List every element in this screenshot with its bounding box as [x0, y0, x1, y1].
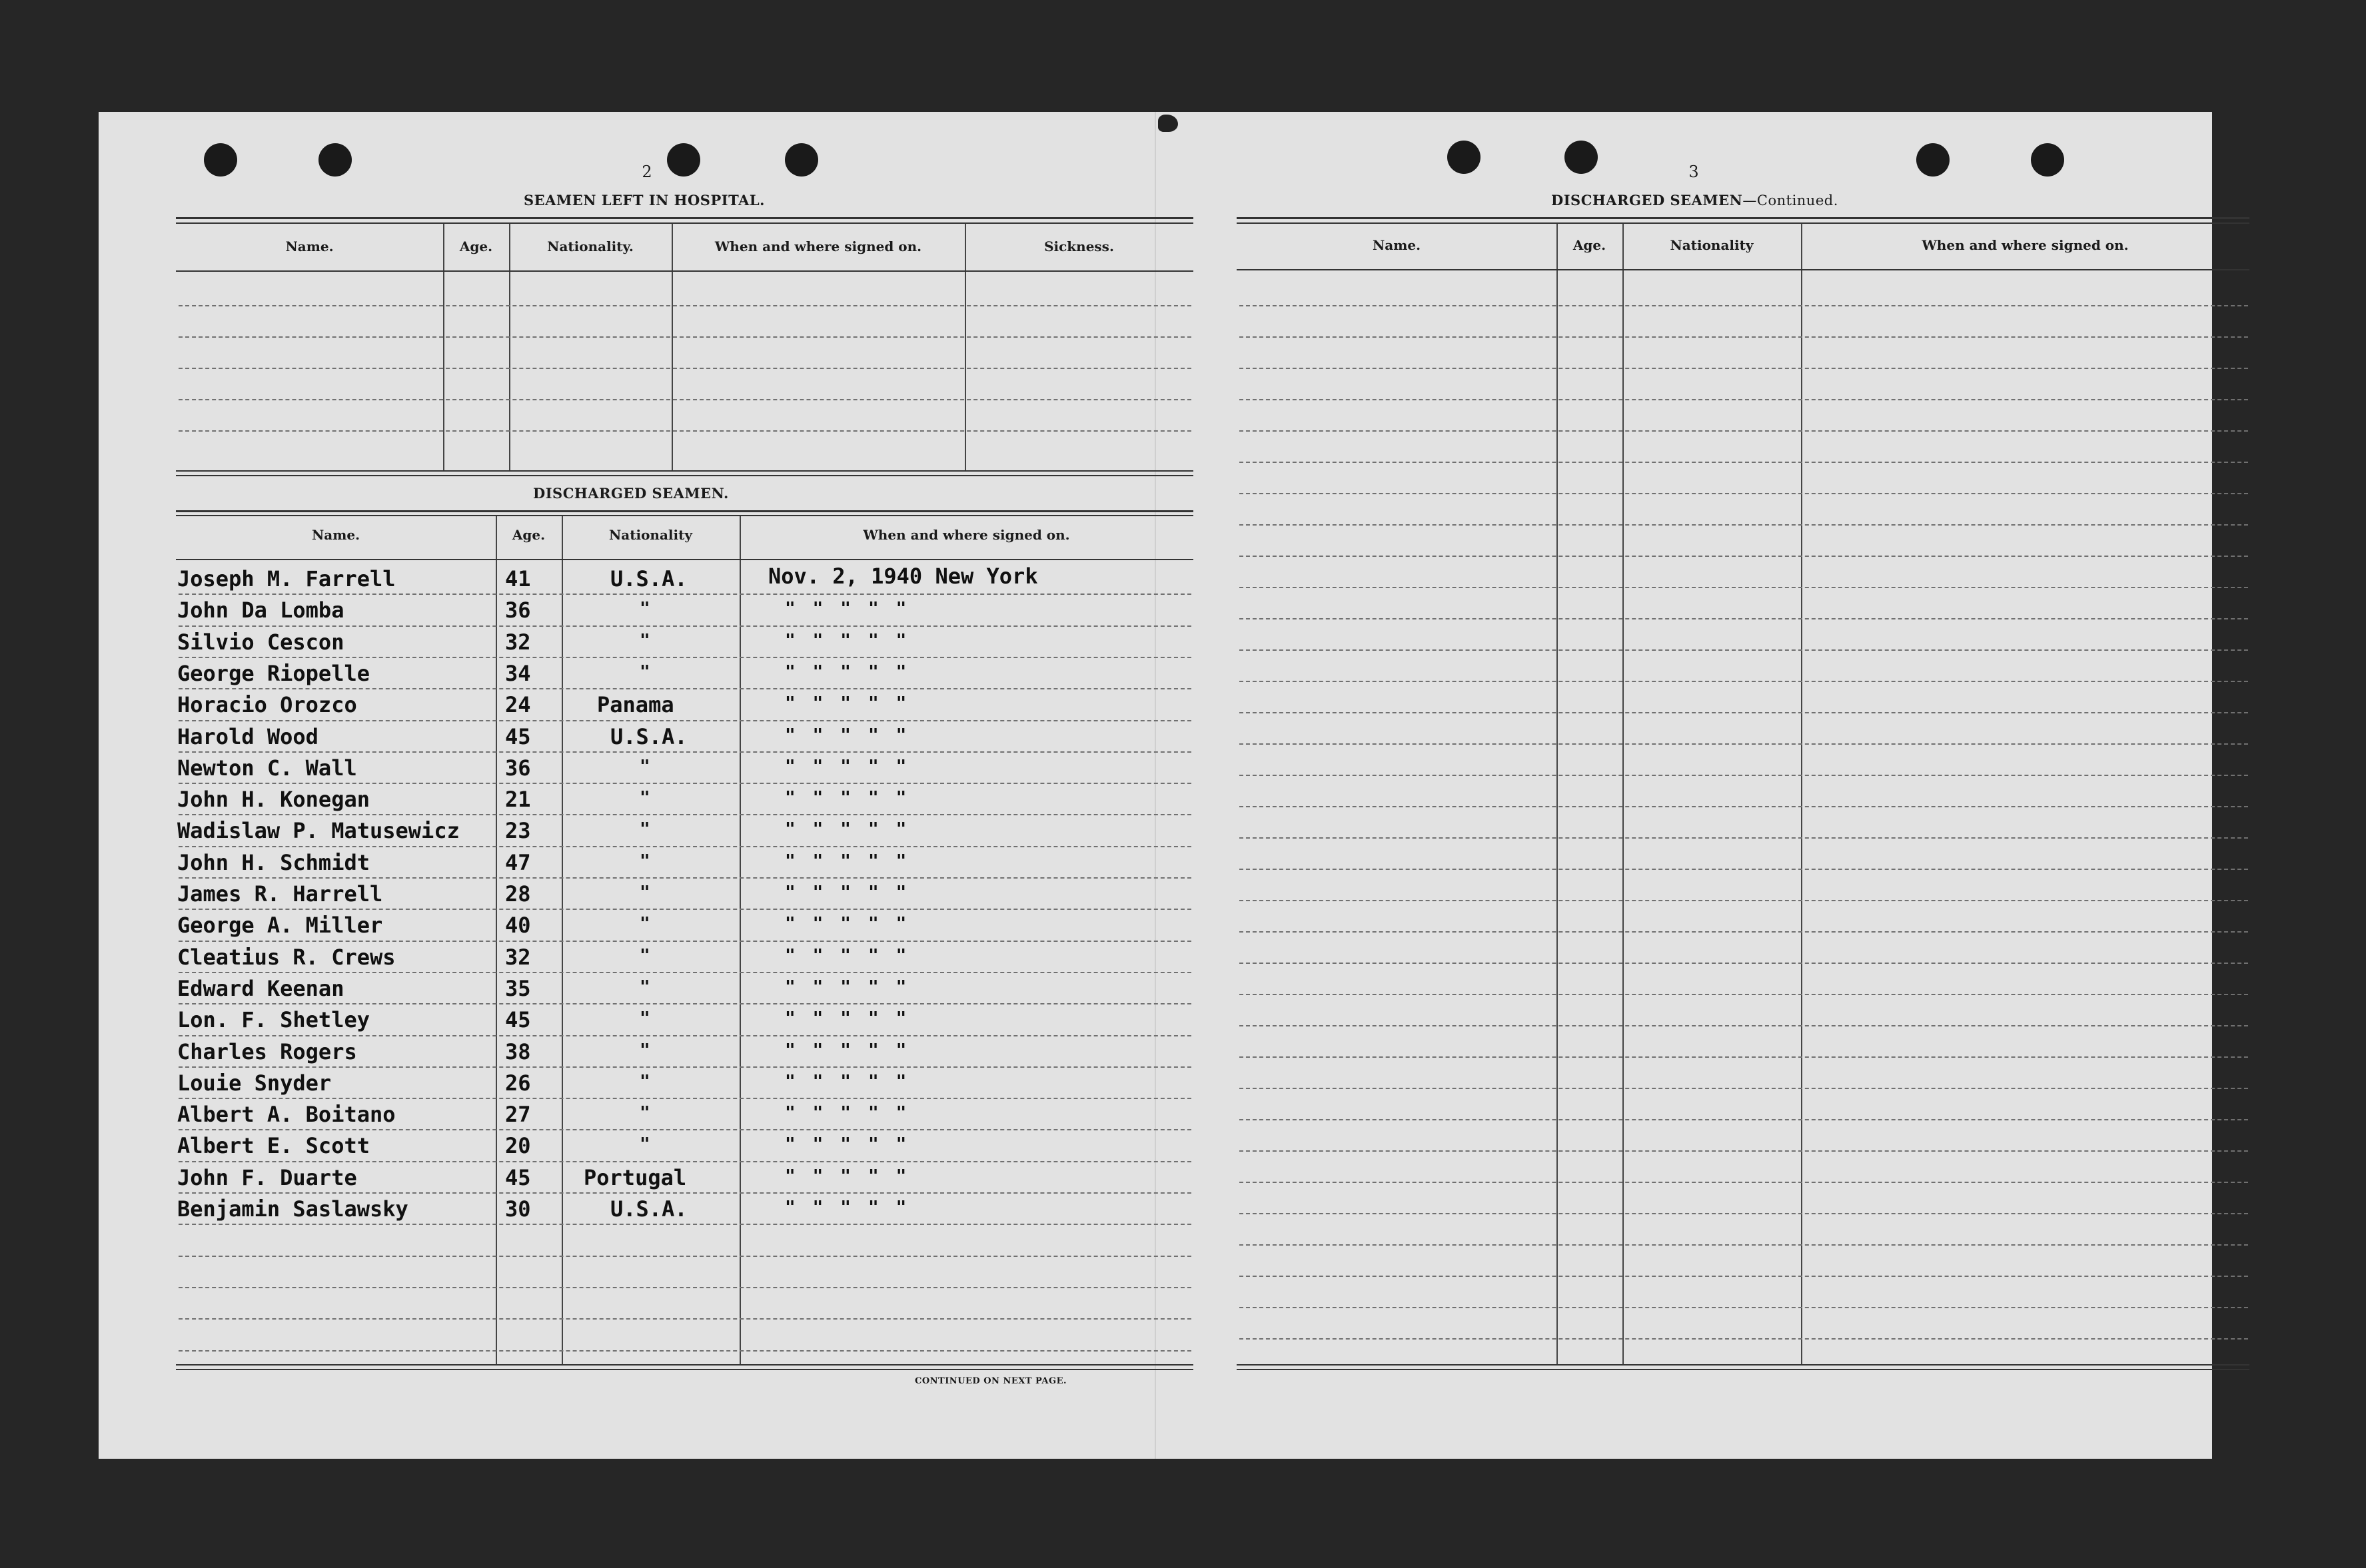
seaman-name: Albert A. Boitano	[177, 1102, 396, 1128]
ruled-line	[1239, 806, 2248, 807]
ruled-line	[179, 399, 1191, 400]
seaman-nationality: "	[640, 819, 650, 840]
seaman-nationality: "	[640, 599, 650, 619]
page-number-left: 2	[642, 163, 652, 181]
column-divider	[1801, 224, 1802, 1364]
ruled-line	[179, 336, 1191, 338]
ruled-line	[179, 1098, 1191, 1099]
ruled-line	[1239, 1276, 2248, 1277]
ruled-line	[1239, 1307, 2248, 1308]
ruled-line	[179, 1350, 1191, 1352]
ruled-line	[179, 368, 1191, 369]
ruled-line	[1239, 869, 2248, 870]
binder-hole	[1564, 141, 1598, 174]
seaman-nationality: "	[640, 788, 650, 809]
signed-on: """""	[785, 977, 924, 997]
signed-on: """""	[785, 756, 924, 777]
discharged-column-header: Nationality	[609, 527, 692, 543]
hospital-column-header: Nationality.	[547, 238, 634, 254]
ruled-line	[1239, 900, 2248, 901]
seaman-name: Lon. F. Shetley	[177, 1007, 370, 1033]
discharged-column-header: Age.	[512, 527, 546, 543]
rule	[176, 475, 1193, 476]
seaman-name: George Riopelle	[177, 660, 370, 686]
ruled-line	[1239, 1338, 2248, 1340]
rule	[1237, 222, 2249, 224]
signed-on: """""	[785, 1008, 924, 1029]
seaman-age: 32	[505, 944, 531, 970]
ruled-line	[179, 688, 1191, 689]
ruled-line	[1239, 963, 2248, 964]
ruled-line	[1239, 336, 2248, 338]
binder-hole	[204, 143, 237, 177]
ruled-line	[179, 305, 1191, 306]
ruled-line	[1239, 399, 2248, 400]
signed-on: """""	[785, 914, 924, 935]
seaman-age: 27	[505, 1102, 531, 1128]
seaman-nationality: "	[640, 1103, 650, 1124]
ruled-line	[1239, 1119, 2248, 1120]
ruled-line	[1239, 837, 2248, 839]
rule	[176, 515, 1193, 516]
seaman-name: Silvio Cescon	[177, 629, 344, 655]
binder-hole	[667, 143, 700, 177]
binder-hole	[2031, 143, 2064, 177]
signed-on: """""	[785, 883, 924, 903]
seaman-nationality: "	[640, 977, 650, 997]
right-column-header: When and where signed on.	[1922, 237, 2129, 253]
binder-hole	[1447, 141, 1480, 174]
seaman-name: Wadislaw P. Matusewicz	[177, 818, 460, 844]
seaman-nationality: U.S.A.	[610, 566, 688, 591]
ruled-line	[179, 751, 1191, 753]
hospital-column-header: Age.	[459, 238, 493, 254]
seaman-age: 38	[505, 1038, 531, 1064]
seaman-name: Edward Keenan	[177, 975, 344, 1001]
binder-hole	[318, 143, 352, 177]
signed-on: """""	[785, 1134, 924, 1155]
signed-on: """""	[785, 1166, 924, 1186]
seaman-nationality: Panama	[597, 692, 674, 718]
document-sheet	[99, 112, 2212, 1459]
ruled-line	[1239, 368, 2248, 369]
seaman-nationality: "	[640, 851, 650, 871]
hospital-column-header: Sickness.	[1044, 238, 1114, 254]
seaman-age: 26	[505, 1070, 531, 1096]
seaman-name: Benjamin Saslawsky	[177, 1196, 408, 1222]
seaman-age: 36	[505, 597, 531, 623]
ruled-line	[179, 1256, 1191, 1257]
right-column-header: Age.	[1572, 237, 1606, 253]
seaman-name: George A. Miller	[177, 913, 383, 939]
seaman-nationality: "	[640, 630, 650, 651]
seaman-age: 21	[505, 787, 531, 813]
ruled-line	[179, 846, 1191, 847]
continued-note: CONTINUED ON NEXT PAGE.	[915, 1376, 1067, 1386]
ruled-line	[179, 1287, 1191, 1288]
ruled-line	[179, 1192, 1191, 1194]
title-continued: —Continued.	[1742, 193, 1838, 208]
ruled-line	[179, 972, 1191, 973]
ruled-line	[179, 1318, 1191, 1320]
seaman-name: Cleatius R. Crews	[177, 944, 396, 970]
seaman-name: Horacio Orozco	[177, 692, 357, 718]
tear-mark	[1158, 115, 1178, 132]
hospital-column-header: Name.	[285, 238, 334, 254]
seaman-name: Harold Wood	[177, 723, 318, 749]
header-rule	[1237, 269, 2249, 270]
ruled-line	[1239, 618, 2248, 619]
ruled-line	[1239, 712, 2248, 713]
ruled-line	[1239, 430, 2248, 432]
ruled-line	[1239, 775, 2248, 776]
ruled-line	[1239, 649, 2248, 651]
ruled-line	[179, 909, 1191, 910]
ruled-line	[179, 625, 1191, 627]
seaman-nationality: "	[640, 661, 650, 682]
seaman-name: Albert E. Scott	[177, 1133, 370, 1159]
seaman-name: Joseph M. Farrell	[177, 566, 396, 591]
ruled-line	[179, 720, 1191, 721]
seaman-age: 40	[505, 913, 531, 939]
signed-on: """""	[785, 819, 924, 840]
signed-on: """""	[785, 725, 924, 745]
header-rule	[176, 559, 1193, 560]
ruled-line	[1239, 931, 2248, 933]
seaman-age: 36	[505, 755, 531, 781]
signed-on: Nov. 2, 1940 New York	[768, 564, 1038, 589]
binder-hole	[1916, 143, 1950, 177]
rule	[1237, 1364, 2249, 1366]
column-divider	[443, 224, 444, 470]
page-fold	[1155, 112, 1156, 1459]
ruled-line	[179, 877, 1191, 879]
right-column-header: Nationality	[1670, 237, 1754, 253]
ruled-line	[1239, 994, 2248, 995]
seaman-age: 30	[505, 1196, 531, 1222]
ruled-line	[179, 783, 1191, 784]
ruled-line	[1239, 1150, 2248, 1152]
rule	[176, 217, 1193, 219]
hospital-section-title: SEAMEN LEFT IN HOSPITAL.	[524, 192, 765, 208]
signed-on: """""	[785, 788, 924, 809]
seaman-age: 41	[505, 566, 531, 591]
seaman-age: 45	[505, 723, 531, 749]
seaman-age: 35	[505, 975, 531, 1001]
signed-on: """""	[785, 1071, 924, 1092]
seaman-age: 45	[505, 1164, 531, 1190]
seaman-name: Louie Snyder	[177, 1070, 332, 1096]
rule	[1237, 1369, 2249, 1370]
rule	[176, 470, 1193, 472]
seaman-age: 20	[505, 1133, 531, 1159]
page-number-right: 3	[1688, 163, 1699, 181]
column-divider	[509, 224, 510, 470]
column-divider	[1556, 224, 1558, 1364]
discharged-column-header: When and where signed on.	[863, 527, 1070, 543]
seaman-age: 23	[505, 818, 531, 844]
ruled-line	[179, 1224, 1191, 1225]
binder-hole	[785, 143, 818, 177]
ruled-line	[179, 430, 1191, 432]
ruled-line	[1239, 1056, 2248, 1058]
discharged-section-title: DISCHARGED SEAMEN.	[533, 485, 729, 502]
ruled-line	[1239, 462, 2248, 463]
signed-on: """""	[785, 945, 924, 966]
seaman-nationality: "	[640, 883, 650, 903]
header-rule	[176, 270, 1193, 272]
ruled-line	[1239, 556, 2248, 557]
seaman-nationality: "	[640, 914, 650, 935]
column-divider	[965, 224, 966, 470]
seaman-age: 24	[505, 692, 531, 718]
seaman-nationality: "	[640, 1040, 650, 1060]
ruled-line	[179, 1035, 1191, 1036]
ruled-line	[1239, 524, 2248, 526]
ruled-line	[1239, 1088, 2248, 1089]
seaman-age: 32	[505, 629, 531, 655]
signed-on: """""	[785, 1103, 924, 1124]
ruled-line	[1239, 1025, 2248, 1026]
rule	[176, 1369, 1193, 1370]
seaman-nationality: "	[640, 1071, 650, 1092]
title-main: DISCHARGED SEAMEN	[1551, 192, 1743, 208]
signed-on: """""	[785, 599, 924, 619]
seaman-nationality: "	[640, 945, 650, 966]
ruled-line	[1239, 1182, 2248, 1183]
seaman-name: Newton C. Wall	[177, 755, 357, 781]
ruled-line	[179, 1161, 1191, 1162]
seaman-nationality: U.S.A.	[610, 723, 688, 749]
rule	[176, 222, 1193, 224]
ruled-line	[1239, 305, 2248, 306]
seaman-nationality: "	[640, 756, 650, 777]
rule	[176, 510, 1193, 512]
ruled-line	[179, 941, 1191, 942]
signed-on: """""	[785, 1198, 924, 1218]
seaman-age: 34	[505, 660, 531, 686]
signed-on: """""	[785, 661, 924, 682]
ruled-line	[1239, 493, 2248, 494]
ruled-line	[1239, 743, 2248, 745]
seaman-name: John Da Lomba	[177, 597, 344, 623]
seaman-nationality: "	[640, 1134, 650, 1155]
seaman-name: John H. Konegan	[177, 787, 370, 813]
rule	[176, 1364, 1193, 1366]
right-column-header: Name.	[1372, 237, 1421, 253]
seaman-name: John F. Duarte	[177, 1164, 357, 1190]
ruled-line	[179, 593, 1191, 595]
rule	[1237, 217, 2249, 219]
seaman-name: Charles Rogers	[177, 1038, 357, 1064]
signed-on: """""	[785, 693, 924, 714]
ruled-line	[1239, 681, 2248, 682]
discharged-continued-title	[1551, 192, 1838, 208]
seaman-name: James R. Harrell	[177, 881, 383, 907]
hospital-column-header: When and where signed on.	[714, 238, 922, 254]
ruled-line	[179, 1129, 1191, 1130]
signed-on: """""	[785, 851, 924, 871]
seaman-nationality: U.S.A.	[610, 1196, 688, 1222]
signed-on: """""	[785, 630, 924, 651]
seaman-name: John H. Schmidt	[177, 849, 370, 875]
ruled-line	[1239, 1244, 2248, 1246]
ruled-line	[1239, 1213, 2248, 1214]
ruled-line	[179, 1003, 1191, 1004]
column-divider	[672, 224, 673, 470]
ruled-line	[179, 1066, 1191, 1068]
ruled-line	[1239, 587, 2248, 588]
seaman-age: 28	[505, 881, 531, 907]
seaman-age: 47	[505, 849, 531, 875]
seaman-age: 45	[505, 1007, 531, 1033]
ruled-line	[179, 657, 1191, 658]
ruled-line	[179, 814, 1191, 815]
signed-on: """""	[785, 1040, 924, 1060]
seaman-nationality: "	[640, 1008, 650, 1029]
column-divider	[1622, 224, 1624, 1364]
discharged-column-header: Name.	[311, 527, 360, 543]
seaman-nationality: Portugal	[584, 1164, 687, 1190]
